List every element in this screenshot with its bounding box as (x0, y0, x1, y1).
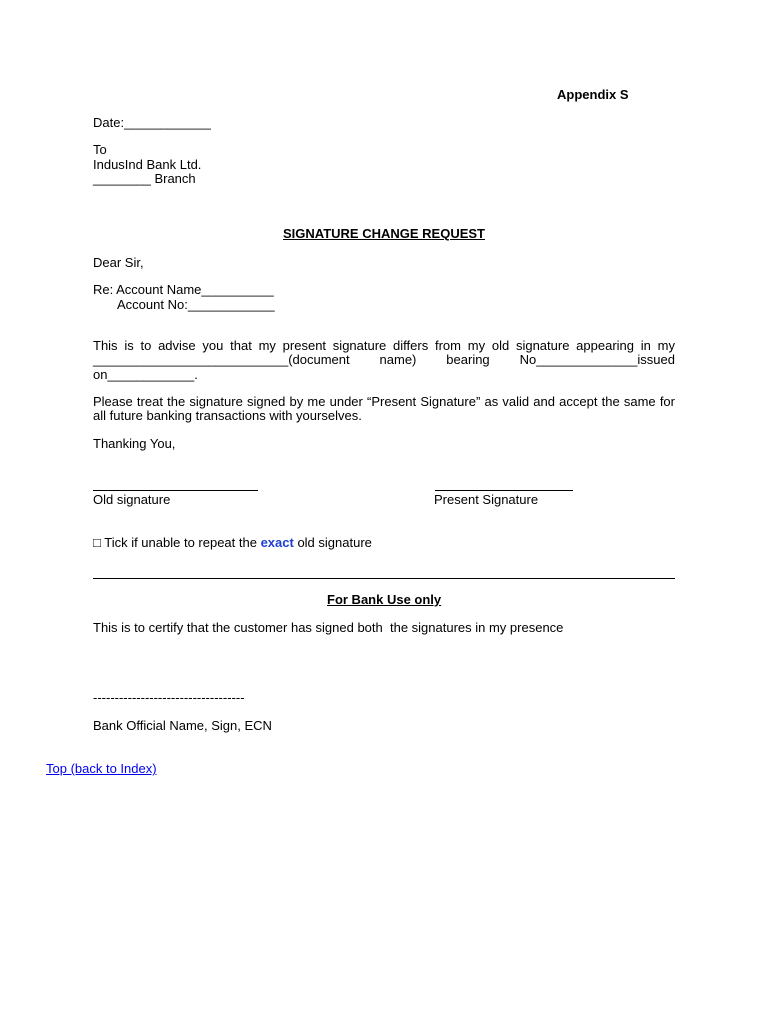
tick-text-after: old signature (293, 535, 372, 550)
salutation: Dear Sir, (93, 255, 144, 270)
bank-name: IndusInd Bank Ltd. (93, 157, 202, 172)
official-signature-dashes: ----------------------------------- (93, 690, 245, 705)
section-divider (93, 578, 675, 579)
present-signature-label: Present Signature (434, 492, 539, 507)
tick-text-before: Tick if unable to repeat the (100, 535, 261, 550)
present-signature-line (435, 490, 573, 491)
checkbox-icon[interactable]: □ (93, 535, 101, 550)
account-no-field: Account No:____________ (117, 297, 275, 312)
treat-line-1: Please treat the signature signed by me under “Present Signature” as valid and accept the same for (93, 394, 675, 409)
old-signature-line (93, 490, 258, 491)
bank-use-title: For Bank Use only (327, 592, 442, 607)
account-name-field: Re: Account Name__________ (93, 282, 274, 297)
advise-line-1: This is to advise you that my present signature differs from my old signature appearing in my (93, 338, 675, 353)
tick-option (93, 535, 372, 550)
date-field: Date:____________ (93, 115, 211, 130)
back-to-index-link[interactable]: Top (back to Index) (46, 761, 157, 776)
advise-line-2 (93, 352, 675, 367)
document-title: SIGNATURE CHANGE REQUEST (283, 226, 485, 241)
tick-text-emphasis: exact (260, 535, 294, 550)
certify-text: This is to certify that the customer has signed both the signatures in my presence (93, 620, 564, 635)
old-signature-label: Old signature (93, 492, 171, 507)
advise-line-3: on____________. (93, 367, 198, 382)
closing: Thanking You, (93, 436, 176, 451)
to-label: To (93, 142, 107, 157)
appendix-label: Appendix S (557, 87, 629, 102)
advise-line-2-text: ___________________________(document name) bearing No______________issued (93, 352, 675, 367)
bank-official-label: Bank Official Name, Sign, ECN (93, 718, 272, 733)
treat-line-2: all future banking transactions with yourselves. (93, 408, 362, 423)
branch-line: ________ Branch (93, 171, 196, 186)
